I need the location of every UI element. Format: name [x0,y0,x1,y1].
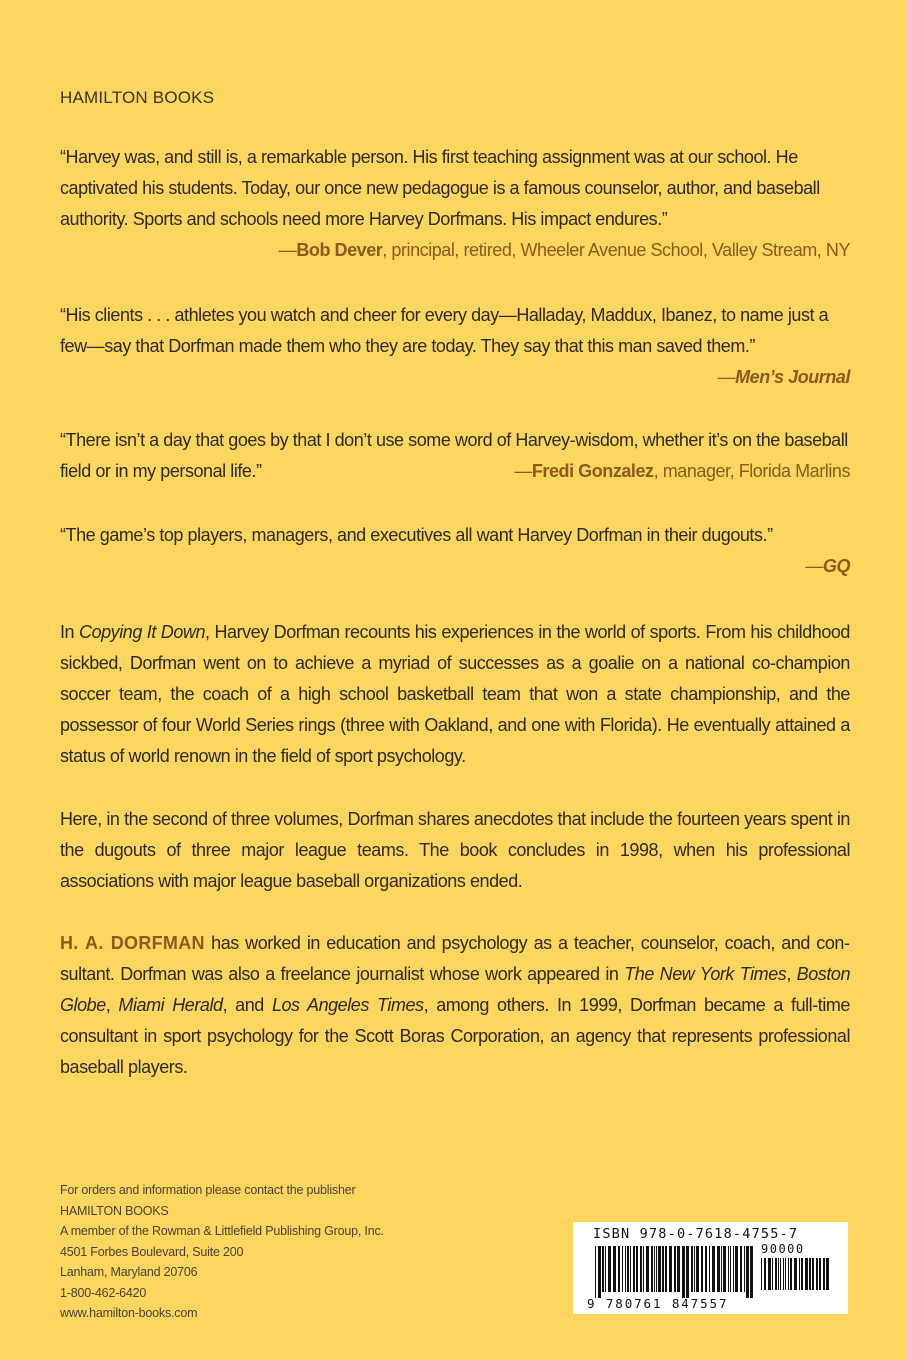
contact-line: HAMILTON BOOKS [60,1203,169,1218]
contact-line: Lanham, Maryland 20706 [60,1265,198,1279]
author-bio: H. A. DORFMAN has worked in education and psychology as a teacher, counselor, coach, and consultant. Dorfman was also a freelance journalist whose work appeared in The New York Times, Boston Globe, Miami Herald, and Los Angeles Times, among others. In 1999, Dorfman became a full-time consultant in sport psychology for the Scott Boras Corporation, an agency that represents professional baseball players. [60,933,851,1077]
quote-1 [60,142,850,266]
contact-line: A member of the Rowman & Littlefield Publishing Group, Inc. [60,1224,384,1238]
book-title: Copying It Down [79,622,206,642]
quote-source: Men’s Journal [735,367,850,387]
quote-text: “His clients . . . athletes you watch and cheer for every day—Halladay, Maddux, Ibanez, to name just a few—say that Dorfman made them who they are today. They say that this man saved them.” [60,305,829,356]
description-paragraph-1: In Copying It Down, Harvey Dorfman recounts his experiences in the world of sports. From his childhood sickbed, Dorfman went on to achieve a myriad of successes as a goalie on a national co-champion soccer team, the coach of a high school basketball team that won a state championship, and the possessor of four World Series rings (three with Oakland, and one with Florida). He eventually attained a status of world renown in the field of sport psychology. [60,622,850,766]
contact-line: 1-800-462-6420 [60,1285,147,1300]
quote-source: GQ [822,556,850,576]
quote-affiliation: , manager, Florida Marlins [653,461,850,481]
quote-attribution: —Bob Dever, principal, retired, Wheeler Avenue School, Valley Stream, NY [278,240,850,260]
price-code: 90000 [761,1242,805,1256]
contact-line: 4501 Forbes Boulevard, Suite 200 [60,1244,244,1259]
quote-affiliation: , principal, retired, Wheeler Avenue School, Valley Stream, NY [382,240,850,260]
quote-author: Bob Dever [296,240,383,260]
quote-attribution: —GQ [805,556,850,576]
quote-text: “There isn’t a day that goes by that I don’t use some word of Harvey-wisdom, whether it’s on the baseball field or in my personal life.” —Fredi Gonzalez, manager, Florida Marlins [60,425,850,487]
quote-text: “Harvey was, and still is, a remarkable person. His first teaching assignment was at our school. He captivated his students. Today, our once new pedagogue is a famous counselor, author, and baseball authority. Sports and schools need more Harvey Dorfmans. His impact endures.” [60,147,820,229]
author-name: H. A. DORFMAN [60,933,205,953]
description-paragraph-2: Here, in the second of three volumes, Dorfman shares anecdotes that include the fourteen years spent in the dugouts of three major league teams. The book concludes in 1998, when his professional associations with major league baseball organizations ended. [60,809,850,891]
imprint-name: HAMILTON BOOKS [60,88,215,107]
quote-2 [60,300,850,393]
quote-4 [60,520,850,582]
barcode-addon-bars [761,1258,831,1296]
isbn-label: ISBN 978-0-7618-4755-7 [593,1226,799,1242]
contact-website: www.hamilton-books.com [60,1306,198,1320]
barcode-digits: 9 780761 847557 [587,1296,729,1311]
quote-text: “The game’s top players, managers, and executives all want Harvey Dorfman in their dugouts.” [60,525,773,545]
contact-line: For orders and information please contact the publisher [60,1183,356,1197]
barcode-bars [595,1246,753,1298]
quote-attribution: —Fredi Gonzalez, manager, Florida Marlins [514,461,850,481]
quote-3 [60,425,850,487]
quote-author: Fredi Gonzalez [531,461,654,481]
barcode [573,1222,848,1314]
publisher-contact [60,1180,384,1324]
quote-attribution: —Men’s Journal [717,367,850,387]
